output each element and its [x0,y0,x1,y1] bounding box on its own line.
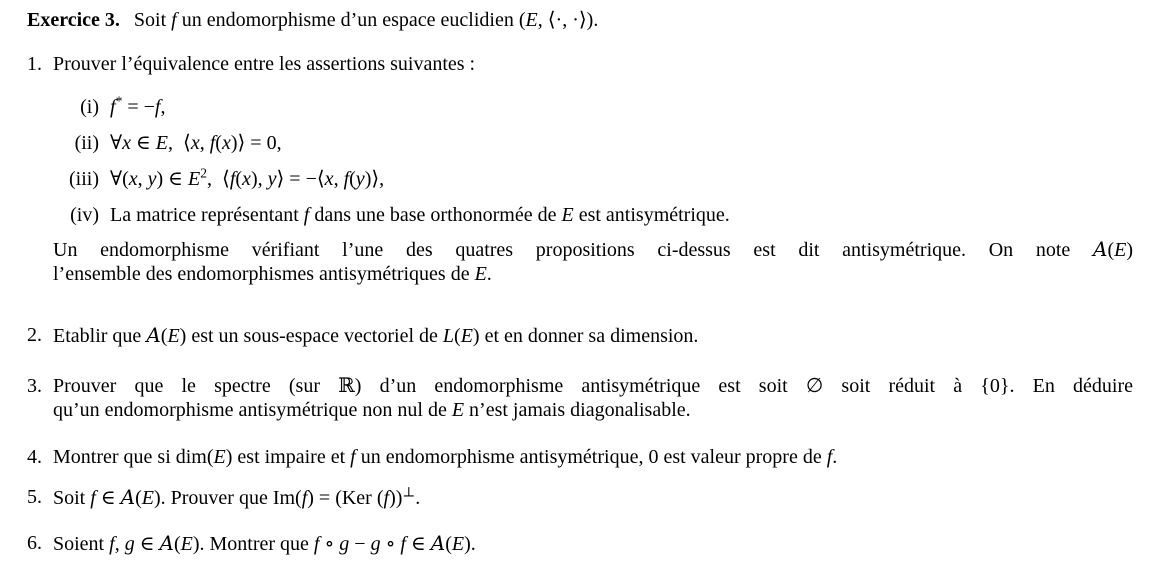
text-run: x [122,132,131,154]
text-run: E [180,533,193,555]
list-item-3 [27,374,1133,422]
text-run: A [120,485,136,509]
text-run: E [155,132,168,154]
text-run: ). [464,533,476,555]
subitem-iii [53,167,1133,191]
item-1-note [53,237,1133,286]
text-run: E [525,9,538,31]
text-run: )⟩, [364,168,385,190]
item-4-number: 4. [27,446,42,468]
text-run: E [451,533,465,555]
text-run: ) ∈ [156,168,188,190]
text-run: x [221,132,231,154]
text-run: g [370,533,381,555]
text-run: . [486,263,492,285]
text-run: ), [250,168,268,190]
list-item-2 [27,323,1133,348]
exercise-label: Exercice 3. [27,9,120,31]
text-run: f [154,96,161,118]
text-run: ( [454,325,461,347]
text-run: f [110,96,116,118]
text-run: Etablir que [53,325,147,347]
item-5-body [53,485,1133,510]
text-run: La matrice représentant [110,204,304,226]
text-run: ( [215,132,222,154]
text-run: )⟩ = 0, [230,132,282,154]
text-run: , ⟨ [168,132,191,154]
subitem-ii [53,131,1133,155]
text-run: ( [445,533,452,555]
text-run: Soit [53,487,91,509]
text-run: A [159,531,174,555]
item-4-text [53,445,1133,469]
text-run: , ⟨ [207,168,230,190]
item-5-text [53,485,1133,510]
subitem-iii-text [110,167,1133,191]
text-run: ∈ [134,533,160,555]
text-run: f [303,204,310,226]
text-run: ) [1126,239,1133,261]
text-run: y [355,168,365,190]
text-run: , [160,96,166,118]
text-run: f [109,533,115,555]
text-run: f [209,132,216,154]
text-run: ) est un sous-espace vectoriel de [179,325,443,347]
item-1-note-line-1 [53,237,1133,262]
text-run: E [1114,239,1127,261]
text-run: ) et en donner sa dimension. [472,325,699,347]
item-3-line-1 [53,374,1133,398]
text-run: A [430,531,446,555]
text-run: E [187,168,201,190]
text-run: , [114,533,125,555]
text-run: f [350,446,356,468]
text-run: L [442,325,455,347]
item-6-number: 6. [27,532,42,554]
list-item-6 [27,531,1133,556]
text-run: f [301,487,308,509]
list-item-5 [27,485,1133,510]
subitem-ii-label: (ii) [74,132,99,154]
item-5-number: 5. [27,486,42,508]
text-run: , ⟨·, ·⟩). [537,9,599,31]
text-run: ( [349,168,356,190]
text-run: ( [1107,239,1115,261]
text-run: x [190,132,200,154]
text-run: x [324,168,334,190]
text-run: A [146,323,161,347]
text-run: A [1092,237,1108,261]
exercise-header-text [134,9,598,31]
subitem-ii-text [110,131,1133,155]
text-run: * [115,93,123,109]
item-6-body [53,531,1133,556]
text-run: f [343,168,350,190]
text-run: Soit [133,9,172,31]
text-run: E [451,399,465,421]
text-run: g [339,533,350,555]
text-run: ( [235,168,243,190]
text-run: f [229,168,236,190]
text-run: ) est impaire et [225,446,351,468]
text-run: Un endomorphisme vérifiant l’une des quatres propositions ci-dessus est dit antisymétrique. On note [53,239,1093,261]
text-run: . [415,487,421,509]
text-run: g [124,533,135,555]
text-run: ∘ [380,533,401,555]
item-3-number: 3. [27,375,42,397]
subitem-iv-text [110,203,1133,227]
text-run: f [400,533,406,555]
text-run: ). Montrer que [192,533,314,555]
text-run: ( [160,325,168,347]
text-run: ( [173,533,181,555]
subitem-iii-label: (iii) [69,168,99,190]
subitem-i [53,95,1133,119]
text-run: , [137,168,148,190]
text-run: l’ensemble des endomorphismes antisymétriques de [53,263,475,285]
text-run: = − [122,96,155,118]
subitem-i-text [110,95,1133,119]
text-run: . [832,446,838,468]
text-run: , [199,132,210,154]
text-run: ∀ [110,132,123,154]
text-run: Prouver l’équivalence entre les assertions suivantes : [53,53,476,75]
text-run: ⊥ [402,484,416,500]
text-run: x [128,168,138,190]
list-item-1 [27,52,1133,286]
text-run: ∘ [319,533,340,555]
item-1-note-line-2 [53,262,1133,286]
text-run: , [333,168,344,190]
item-2-body [53,323,1133,348]
text-run: Prouver que le spectre (sur ℝ) d’un endomorphisme antisymétrique est soit ∅ soit réduit à {0}. En déduire [53,375,1133,397]
item-1-number: 1. [27,53,42,75]
text-run: un endomorphisme antisymétrique, 0 est valeur propre de [355,446,827,468]
text-run: ∀( [110,168,129,190]
text-run: f [313,533,320,555]
subitem-iv [53,203,1133,227]
text-run: E [561,204,574,226]
item-1-body [53,52,1133,286]
text-run: E [167,325,180,347]
item-2-text [53,323,1133,348]
text-run: f [171,9,177,31]
item-4-body [53,445,1133,469]
text-run: ( [135,487,142,509]
text-run: ). Prouver que Im( [153,487,302,509]
text-run: E [474,263,487,285]
item-3-line-2 [53,398,1133,422]
text-run: − [349,533,371,555]
text-run: ∈ [405,533,431,555]
subitem-i-label: (i) [80,96,99,118]
item-2-number: 2. [27,324,42,346]
text-run: Montrer que si dim( [53,446,214,468]
exercise-header [27,8,1133,32]
text-run: f [383,487,390,509]
list-item-4 [27,445,1133,469]
text-run: 2 [200,165,207,181]
text-run: est antisymétrique. [573,204,730,226]
text-run: qu’un endomorphisme antisymétrique non nul de [53,399,452,421]
text-run: E [460,325,473,347]
text-run: y [267,168,277,190]
text-run: dans une base orthonormée de [309,204,562,226]
text-run: ⟩ = −⟨ [276,168,325,190]
text-run: n’est jamais diagonalisable. [464,399,691,421]
item-3-body [53,374,1133,422]
text-run: f [826,446,833,468]
item-6-text [53,531,1133,556]
text-run: ∈ [130,132,156,154]
text-run: ∈ [95,487,121,509]
text-run: ) = (Ker ( [307,487,384,509]
text-run: f [90,487,96,509]
text-run: Soient [53,533,110,555]
text-run: E [213,446,226,468]
text-run: un endomorphisme d’un espace euclidien ( [176,9,526,31]
text-run: E [141,487,154,509]
text-run: y [147,168,157,190]
text-run: )) [389,487,403,509]
subitem-iv-label: (iv) [70,204,99,226]
text-run: x [242,168,251,190]
item-1-text [53,52,1133,76]
